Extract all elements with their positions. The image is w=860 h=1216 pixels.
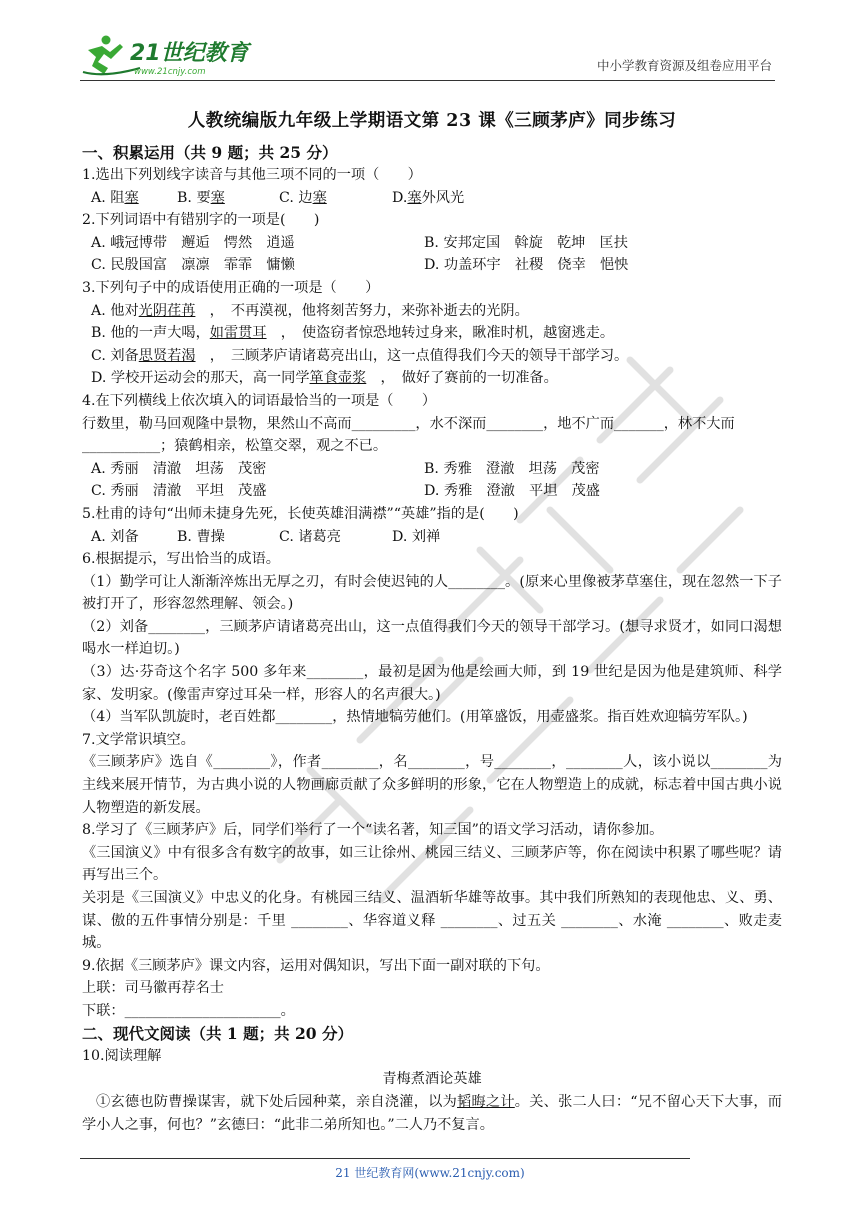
q4-options-row-1 [82,458,782,481]
passage-paragraph-1: ①玄德也防曹操谋害，就下处后园种菜，亲自浇灌，以为韬晦之计。关、张二人曰：“兄不留心天下大事，而学小人之事，何也？”玄德曰：“此非二弟所知也。”二人乃不复言。 [82,1094,782,1133]
q2-stem: 2.下列词语中有错别字的一项是( ) [82,212,320,229]
q1-option-d: D.塞外风光 [392,189,465,206]
q10-stem: 10.阅读理解 [82,1047,162,1064]
q4-option-b: B. 秀雅 澄澈 坦荡 茂密 [424,460,600,477]
q4-passage-1: 行数里，勒马回观隆中景物，果然山不高而_________，水不深而________，地不广而_______，林不大而 [82,415,735,432]
platform-name: 中小学教育资源及组卷应用平台 [596,58,772,73]
document-body [82,107,782,1136]
q2-option-d: D. 功盖环宇 社稷 侥幸 悒怏 [424,257,629,274]
q7-text: 《三顾茅庐》选自《________》，作者________，名________，号________，________人，该小说以________为主线来展开情节，为古典小说的人物画廊贡献了众多鲜明的形象，它在人物塑造上的成就，标志着中国古典小说人物塑造的新发展。 [82,754,782,816]
q5-stem: 5.杜甫的诗句“出师未捷身先死，长使英雄泪满襟”“英雄”指的是( ) [82,505,519,522]
q4-stem: 4.在下列横线上依次填入的词语最恰当的一项是（ ） [82,392,437,409]
q2-options-row-2 [82,254,782,277]
q6-item-4: （4）当军队凯旋时，老百姓都________，热情地犒劳他们。(用箪盛饭，用壶盛浆。指百姓欢迎犒劳军队。) [82,709,748,726]
q2-option-a: A. 峨冠博带 邂逅 愕然 逍遥 [91,234,295,251]
logo-subtext: www.21cnjy.com [134,67,206,77]
q3-option-d: D. 学校开运动会的那天，高一同学箪食壶浆 ， 做好了赛前的一切准备。 [91,370,558,387]
footer-text: 21 世纪教育网(www.21cnjy.com) [335,1166,525,1180]
q4-option-d: D. 秀雅 澄澈 平坦 茂盛 [424,483,600,500]
q3-option-a: A. 他对光阴荏苒 ， 不再漠视，他将刻苦努力，来弥补逝去的光阴。 [91,302,529,319]
q1-option-c: C. 边塞 [279,189,327,206]
header-divider [80,80,775,81]
q3-option-b: B. 他的一声大喝，如雷贯耳 ， 使盗窃者惊恐地转过身来，瞅准时机，越窗逃走。 [91,325,615,342]
q5-option-d: D. 刘禅 [392,528,441,545]
q8-part-2: 关羽是《三国演义》中忠义的化身。有桃园三结义、温酒斩华雄等故事。其中我们所熟知的表现他忠、义、勇、谋、傲的五件事情分别是：千里 ________、华容道义释 ________、过五关 ________、水淹 ________、败走麦城。 [82,890,782,952]
q4-passage-2: ___________；猿鹤相亲，松篁交翠，观之不已。 [82,438,388,455]
q1-options [82,187,782,210]
q9-stem: 9.依据《三顾茅庐》课文内容，运用对偶知识，写出下面一副对联的下句。 [82,957,550,974]
section-heading-2: 二、现代文阅读（共 1 题；共 20 分） [82,1023,353,1043]
site-logo-icon [80,30,260,80]
q7-stem: 7.文学常识填空。 [82,731,195,748]
q1-option-b: B. 要塞 [177,189,225,206]
q1-stem: 1.选出下列划线字读音与其他三项不同的一项（ ） [82,167,422,183]
q4-option-c: C. 秀丽 清澈 平坦 茂盛 [91,483,267,500]
q1-option-a: A. 阻塞 [91,189,139,206]
q4-option-a: A. 秀丽 清澈 坦荡 茂密 [91,460,267,477]
footer-divider [80,1158,690,1159]
q5-option-c: C. 诸葛亮 [279,528,341,545]
q6-item-2: （2）刘备________，三顾茅庐请诸葛亮出山，这一点值得我们今天的领导干部学习。(想寻求贤才，如同口渴想喝水一样迫切。) [82,618,782,658]
q3-stem: 3.下列句子中的成语使用正确的一项是（ ） [82,279,380,296]
q6-item-3: （3）达·芬奇这个名字 500 多年来________，最初是因为他是绘画大师，到 19 世纪是因为他是建筑师、科学家、发明家。(像雷声穿过耳朵一样，形容人的名声很大。) [82,664,782,703]
q6-stem: 6.根据提示，写出恰当的成语。 [82,551,280,568]
q6-item-1: （1）勤学可让人渐渐淬炼出无厚之刃，有时会使迟钝的人________。(原来心里像被茅草塞住，现在忽然一下子被打开了，形容忽然理解、领会。) [82,573,782,613]
q4-options-row-2 [82,480,782,503]
q2-option-c: C. 民殷国富 凛凛 霏霏 慵懒 [91,257,295,274]
page-header [80,24,780,78]
logo-text: 21世纪教育 [130,41,249,66]
q2-options-row-1 [82,232,782,255]
q9-lower-couplet: 下联：______________________。 [82,1002,295,1019]
q5-options [82,526,782,549]
q5-option-b: B. 曹操 [177,528,225,545]
q8-stem: 8.学习了《三顾茅庐》后，同学们举行了一个“读名著，知三国”的语文学习活动，请你参加。 [82,822,664,839]
page-title: 人教统编版九年级上学期语文第 23 课《三顾茅庐》同步练习 [187,111,677,131]
section-heading-1: 一、积累运用（共 9 题；共 25 分） [82,143,338,162]
passage-title: 青梅煮酒论英雄 [382,1071,482,1088]
q2-option-b: B. 安邦定国 斡旋 乾坤 匡扶 [424,234,628,251]
q8-part-1: 《三国演义》中有很多含有数字的故事，如三让徐州、桃园三结义、三顾茅庐等，你在阅读中积累了哪些呢？请再写出三个。 [82,844,782,884]
q9-upper-couplet: 上联：司马徽再荐名士 [82,980,224,997]
q5-option-a: A. 刘备 [91,528,139,545]
q3-option-c: C. 刘备思贤若渴 ， 三顾茅庐请诸葛亮出山，这一点值得我们今天的领导干部学习。 [91,347,629,364]
